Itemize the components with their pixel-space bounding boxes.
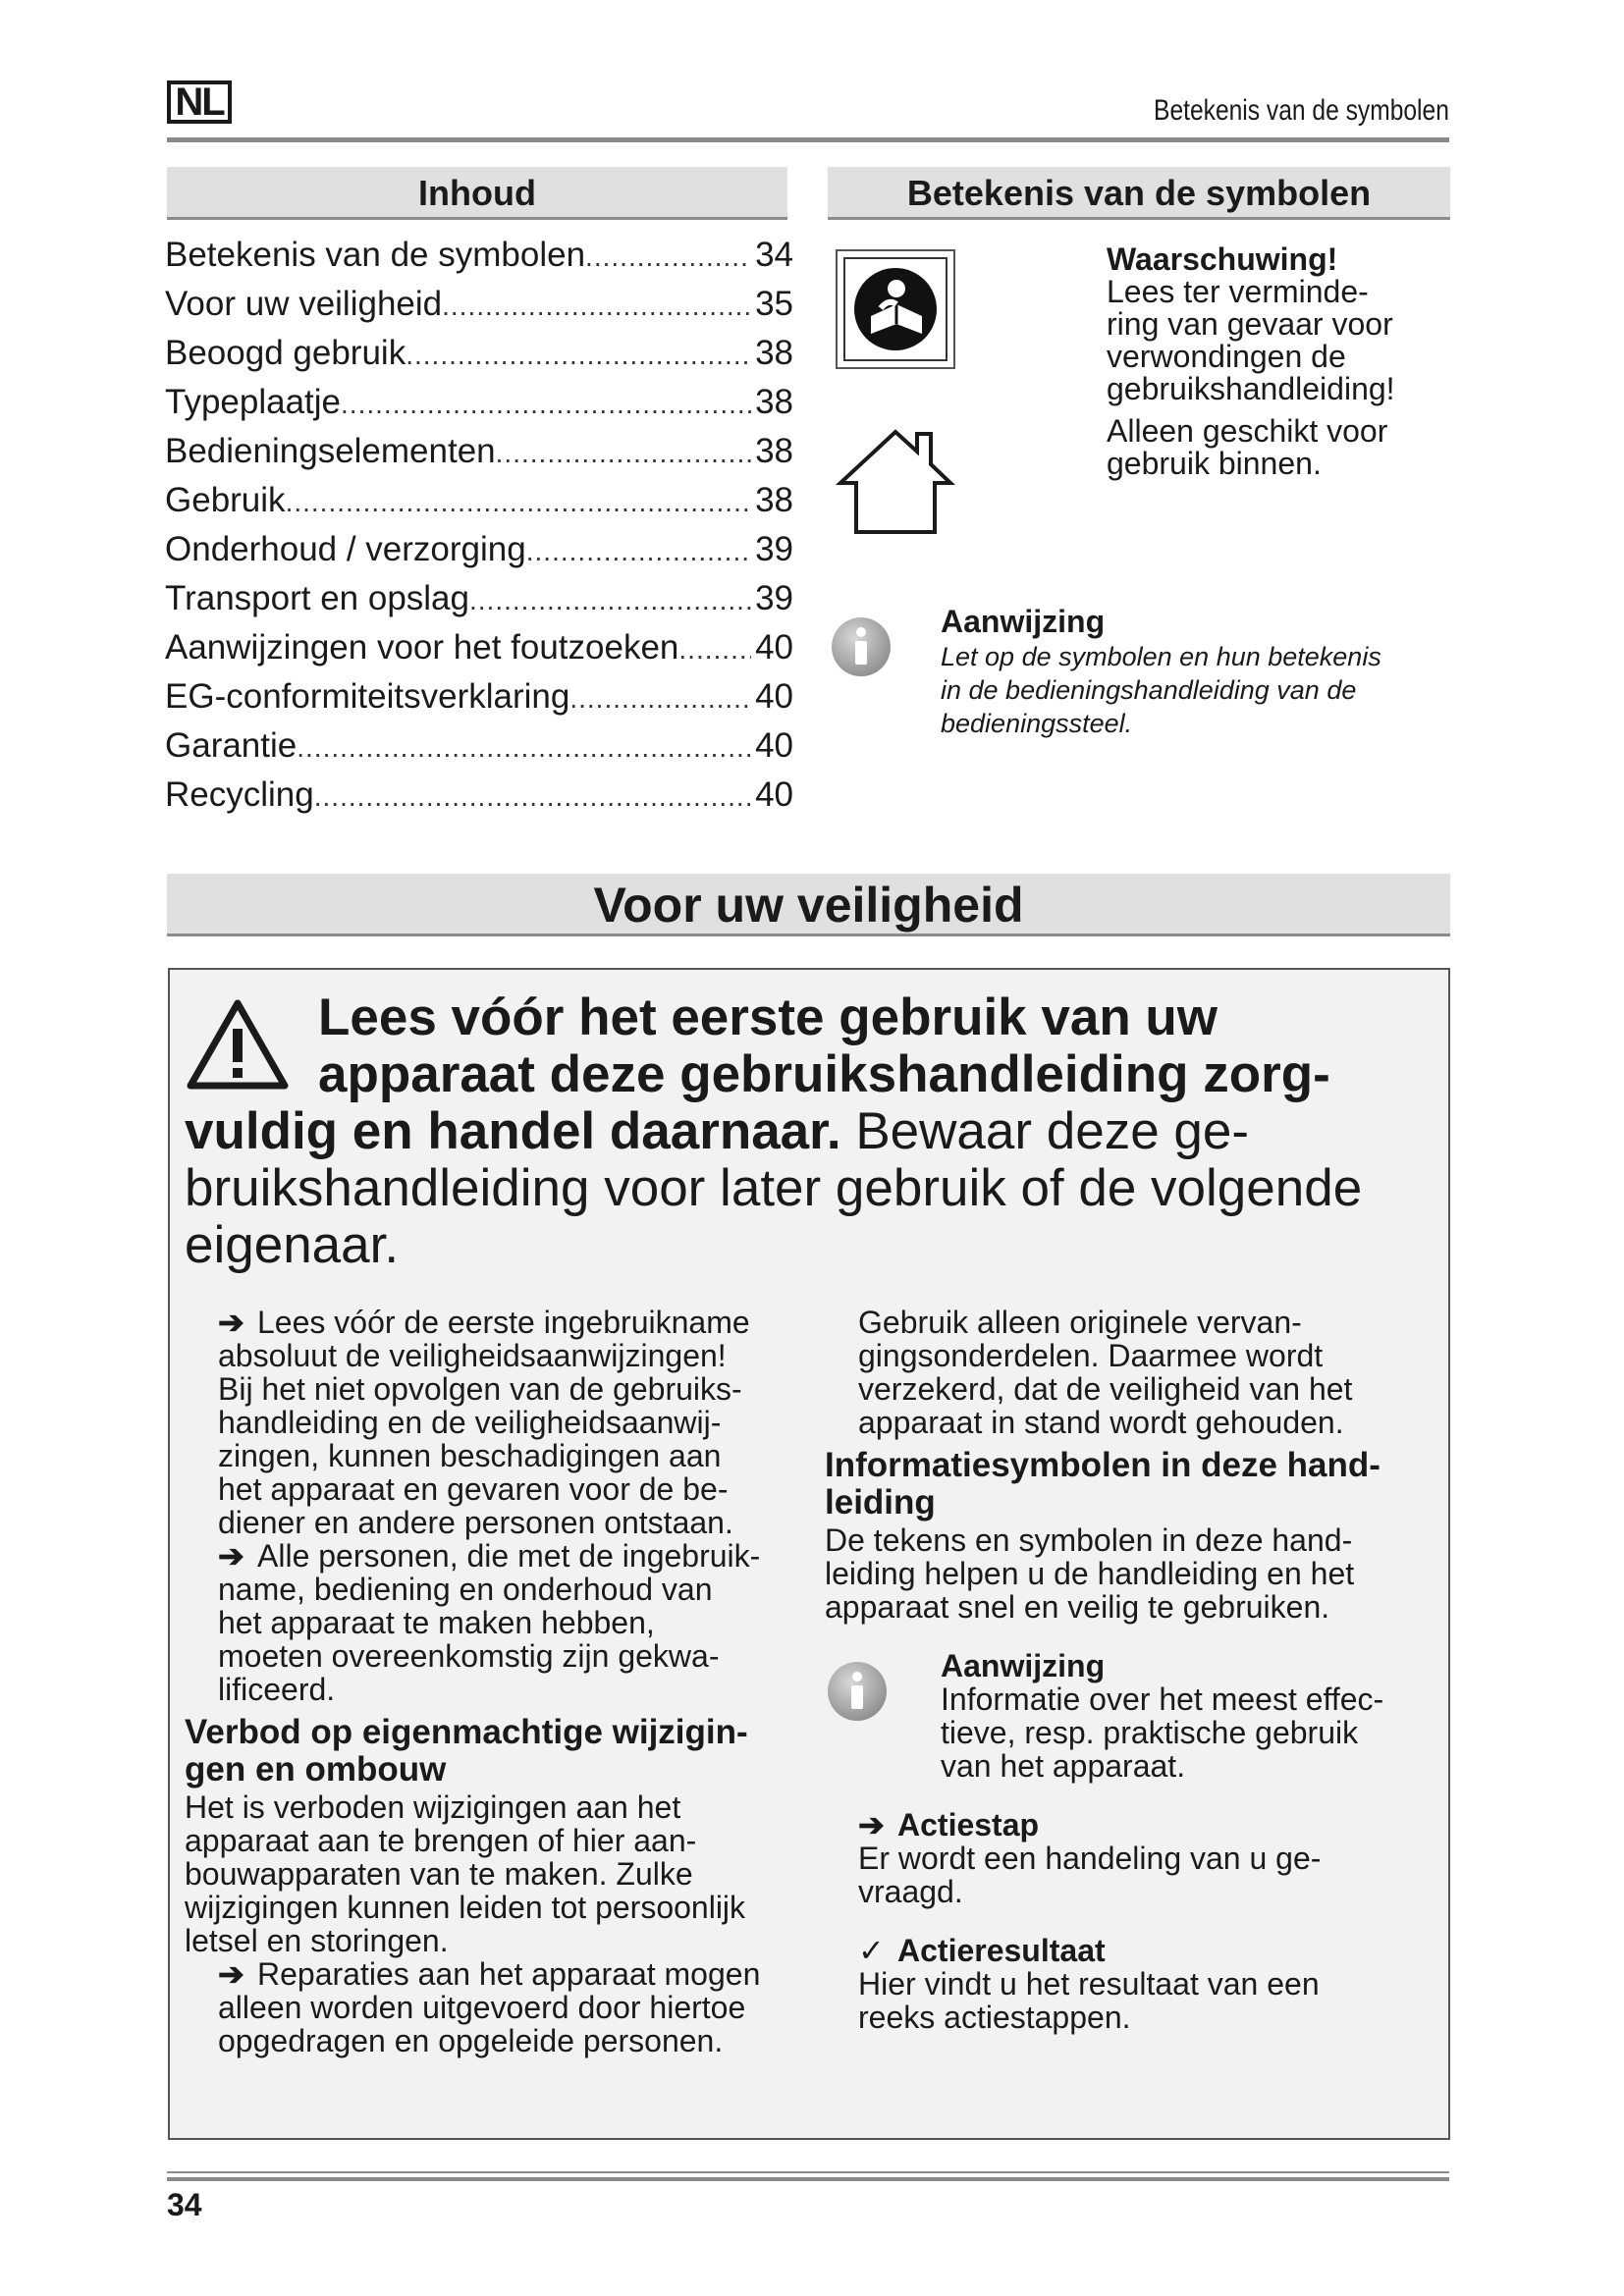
toc-leader — [286, 487, 752, 518]
language-badge: NL — [167, 80, 232, 124]
info-symbols-heading: Informatiesymbolen in deze hand- leiding — [825, 1446, 1380, 1522]
arrow-icon: ➔ — [218, 1956, 244, 1992]
lead-bold-1: Lees vóór het eerste gebruik van uw — [318, 988, 1218, 1046]
note-line: Let op de symbolen en hun betekenis — [941, 642, 1381, 671]
bullet-1: ➔ Lees vóór de eerste ingebruikname absoluut de veiligheidsaanwijzingen! Bij het niet opvolgen van de gebruiks- handleiding en de veiligheidsaanwij- zingen, kunnen beschadigingen aan het apparaat en gevaren voor de be- diener en andere personen ontstaan. — [218, 1305, 750, 1540]
toc-entry — [165, 432, 793, 481]
toc-entry-title: Transport en opslag — [165, 579, 469, 617]
toc-entry-page: 40 — [755, 677, 793, 716]
toc-leader — [442, 291, 751, 322]
info-icon — [825, 1659, 890, 1730]
warning-line: gebruikshandleiding! — [1107, 371, 1395, 406]
toc-entry-title: Typeplaatje — [165, 383, 342, 421]
note-line: in de bedieningshandleiding van de — [941, 675, 1357, 705]
toc-entry-page: 35 — [755, 285, 793, 323]
toc-entry — [165, 579, 793, 628]
safety-left-column — [185, 1306, 813, 2057]
bullet-3: ➔ Reparaties aan het apparaat mogen alleen worden uitgevoerd door hiertoe opgedragen en opgeleide personen. — [218, 1956, 761, 2058]
warning-title: Waarschuwing! — [1107, 241, 1338, 277]
bullet-2: ➔ Alle personen, die met de ingebruik- name, bediening en onderhoud van het apparaat te maken hebben, moeten overeenkomstig zijn gekwa- lificeerd. — [218, 1538, 761, 1707]
toc-entry — [165, 628, 793, 677]
toc-entry-page: 38 — [755, 383, 793, 421]
toc-entry-page: 38 — [755, 432, 793, 470]
toc-entry — [165, 677, 793, 726]
toc-leader — [526, 536, 751, 567]
note-title: Aanwijzing — [941, 604, 1106, 639]
toc-entry-page: 40 — [755, 726, 793, 765]
toc-entry — [165, 285, 793, 334]
read-manual-icon — [836, 249, 955, 369]
arrow-icon: ➔ — [858, 1807, 885, 1842]
spare-parts-paragraph: Gebruik alleen originele vervan- gingsonderdelen. Daarmee wordt verzekerd, dat de veiligheid van het apparaat in stand wordt gehouden. — [858, 1305, 1353, 1440]
footer-rule — [167, 2177, 1449, 2181]
lead-normal-3: Bewaar deze ge- — [840, 1102, 1250, 1160]
toc-entry-title: Beoogd gebruik — [165, 334, 406, 372]
checkmark-icon: ✓ — [858, 1933, 885, 1968]
action-step: ➔ Actiestap Er wordt een handeling van u ge- vraagd. — [858, 1807, 1322, 1909]
footer-rule — [167, 2171, 1449, 2173]
toc-heading: Inhoud — [167, 167, 787, 220]
toc-entry-page: 40 — [755, 775, 793, 814]
toc-entry-page: 39 — [755, 530, 793, 568]
indoor-line: Alleen geschikt voor — [1107, 413, 1388, 449]
running-head: Betekenis van de symbolen — [1154, 94, 1449, 127]
toc-entry-title: Bedieningselementen — [165, 432, 496, 470]
toc-entry-title: Gebruik — [165, 481, 286, 519]
toc-leader — [314, 781, 751, 813]
action-result: ✓ Actieresultaat Hier vindt u het resultaat van een reeks actiestappen. — [858, 1933, 1320, 2035]
safety-right-column — [825, 1306, 1434, 2034]
toc-leader — [406, 340, 751, 371]
table-of-contents — [165, 236, 793, 825]
toc-entry-page: 39 — [755, 579, 793, 617]
toc-entry-title: Aanwijzingen voor het foutzoeken — [165, 628, 679, 667]
note-block — [941, 603, 1451, 740]
info-symbols-paragraph: De tekens en symbolen in deze hand- leiding helpen u de handleiding en het apparaat snel en veilig te gebruiken. — [825, 1522, 1355, 1625]
toc-entry — [165, 530, 793, 579]
toc-leader — [496, 438, 751, 469]
info-icon — [829, 614, 893, 684]
toc-leader — [341, 389, 751, 420]
toc-entry-title: EG-conformiteitsverklaring — [165, 677, 570, 716]
toc-entry-page: 38 — [755, 334, 793, 372]
toc-entry-title: Voor uw veiligheid — [165, 285, 443, 323]
indoor-line: gebruik binnen. — [1107, 446, 1322, 481]
toc-entry — [165, 726, 793, 775]
note-example: Aanwijzing Informatie over het meest effec- tieve, resp. praktische gebruik van het apparaat. — [825, 1649, 1434, 1783]
toc-entry-page: 34 — [755, 236, 793, 274]
toc-entry-title: Betekenis van de symbolen — [165, 236, 586, 274]
safety-lead — [185, 989, 1432, 1274]
warning-line: Lees ter verminde- — [1107, 274, 1369, 309]
toc-entry — [165, 383, 793, 432]
symbols-heading: Betekenis van de symbolen — [828, 167, 1450, 220]
arrow-icon: ➔ — [218, 1305, 244, 1340]
warning-line: verwondingen de — [1107, 339, 1346, 374]
toc-leader — [297, 732, 751, 764]
lead-bold-2: apparaat deze gebruikshandleiding zorg- — [318, 1045, 1330, 1103]
toc-entry-page: 38 — [755, 481, 793, 519]
page-number: 34 — [167, 2187, 202, 2222]
toc-entry-title: Onderhoud / verzorging — [165, 530, 526, 568]
toc-entry — [165, 334, 793, 383]
toc-entry-title: Recycling — [165, 775, 314, 814]
modification-paragraph: Het is verboden wijzigingen aan het apparaat aan te brengen of hier aan- bouwapparaten van te maken. Zulke wijzigingen kunnen leiden tot persoonlijk letsel en storingen. — [185, 1789, 746, 1958]
toc-entry — [165, 775, 793, 825]
house-icon — [833, 424, 958, 545]
modification-heading: Verbod op eigenmachtige wijzigin- gen en ombouw — [185, 1713, 748, 1789]
toc-entry — [165, 236, 793, 285]
arrow-icon: ➔ — [218, 1538, 244, 1574]
toc-entry — [165, 481, 793, 530]
header-rule — [167, 137, 1449, 142]
toc-leader — [469, 585, 751, 616]
toc-entry-title: Garantie — [165, 726, 298, 765]
warning-line: ring van gevaar voor — [1107, 306, 1393, 342]
toc-entry-page: 40 — [755, 628, 793, 667]
toc-leader — [678, 634, 751, 666]
safety-heading: Voor uw veiligheid — [167, 874, 1450, 936]
lead-bold-3: vuldig en handel daarnaar. — [185, 1102, 841, 1160]
lead-normal-4: bruikshandleiding voor later gebruik of de volgende — [185, 1159, 1363, 1217]
note-line: bedieningssteel. — [941, 709, 1133, 738]
warning-description — [1107, 243, 1460, 480]
toc-leader — [569, 683, 751, 715]
lead-normal-5: eigenaar. — [185, 1216, 400, 1274]
toc-leader — [585, 241, 751, 273]
